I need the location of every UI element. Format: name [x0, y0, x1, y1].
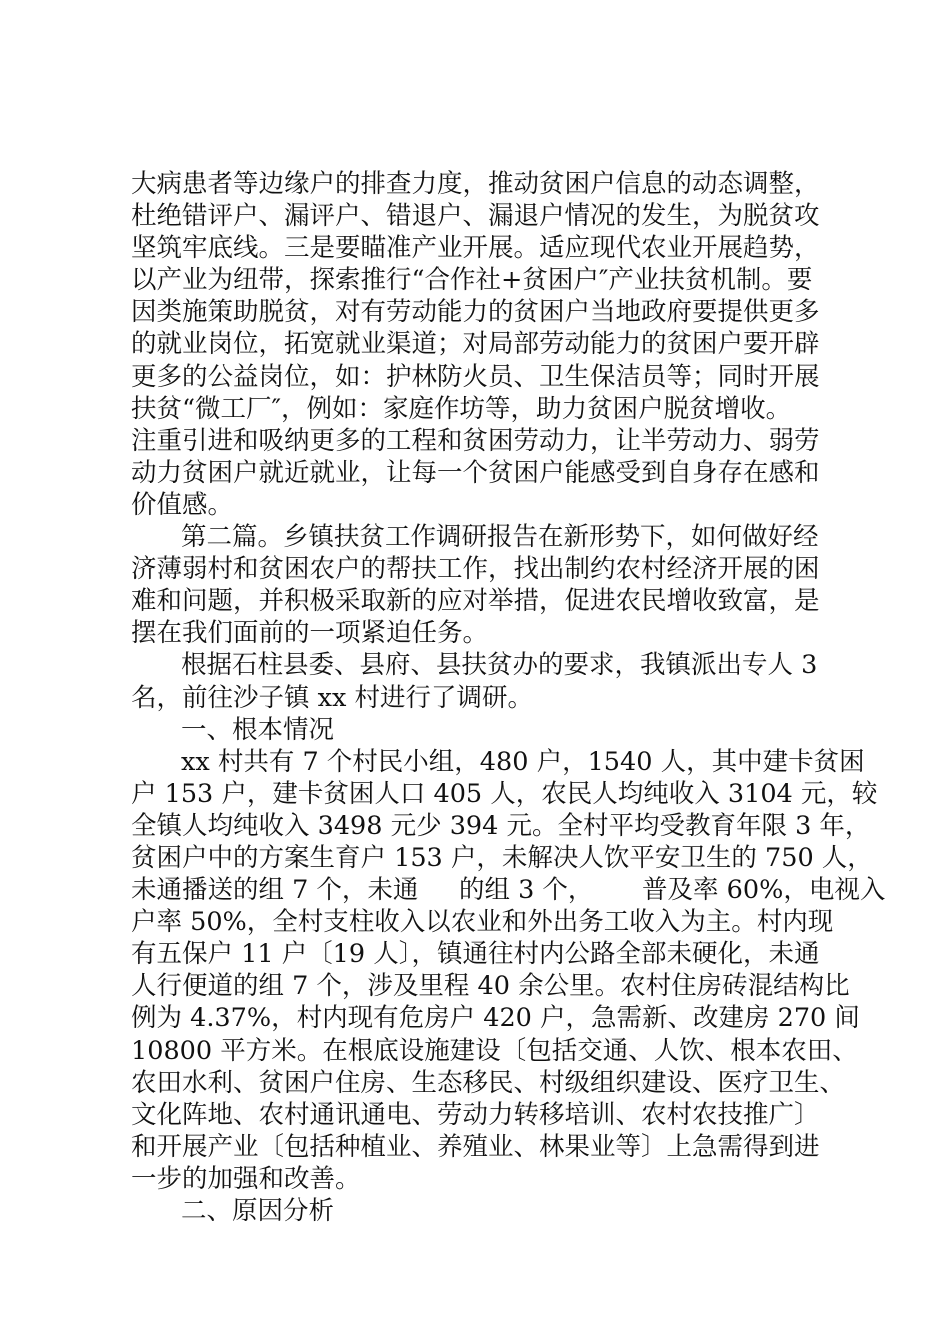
text-line: 扶贫“微工厂″，例如：家庭作坊等，助力贫困户脱贫增收。 — [131, 393, 792, 424]
text-line: 二、原因分析 — [181, 1196, 335, 1226]
text-line: 更多的公益岗位，如：护林防火员、卫生保洁员等；同时开展 — [131, 361, 820, 392]
text-line: 农田水利、贫困户住房、生态移民、村级组织建设、医疗卫生、 — [131, 1067, 846, 1098]
text-line: 一、根本情况 — [181, 714, 335, 745]
text-line: 价值感。 — [131, 489, 234, 520]
text-line: 名，前往沙子镇 xx 村进行了调研。 — [131, 682, 533, 713]
text-line: 的就业岗位，拓宽就业渠道；对局部劳动能力的贫困户要开辟 — [131, 329, 820, 360]
text-line: 因类施策助脱贫，对有劳动能力的贫困户当地政府要提供更多 — [131, 297, 820, 328]
text-line: 有五保户 11 户〔19 人〕，镇通往村内公路全部未硬化，未通 — [131, 939, 820, 970]
text-line: 和开展产业〔包括种植业、养殖业、林果业等〕上急需得到进 — [131, 1131, 820, 1162]
text-line: 以产业为纽带，探索推行“合作社+贫困户″产业扶贫机制。要 — [131, 265, 813, 296]
text-line: 大病患者等边缘户的排查力度，推动贫困户信息的动态调整， — [131, 169, 820, 199]
text-line: 济薄弱村和贫困农户的帮扶工作，找出制约农村经济开展的困 — [131, 554, 820, 585]
text-line: 人行便道的组 7 个，涉及里程 40 余公里。农村住房砖混结构比 — [131, 971, 850, 1002]
text-line: 贫困户中的方案生育户 153 户，未解决人饮平安卫生的 750 人， — [131, 842, 873, 873]
text-line: 动力贫困户就近就业，让每一个贫困户能感受到自身存在感和 — [131, 457, 820, 488]
document-body — [131, 168, 886, 1227]
text-line: xx 村共有 7 个村民小组，480 户，1540 人，其中建卡贫困 — [181, 746, 865, 777]
text-line: 10800 平方米。在根底设施建设〔包括交通、人饮、根本农田、 — [131, 1035, 858, 1066]
text-line: 户率 50%，全村支柱收入以农业和外出务工收入为主。村内现 — [131, 907, 834, 938]
text-line: 一步的加强和改善。 — [131, 1163, 361, 1194]
text-line: 摆在我们面前的一项紧迫任务。 — [131, 618, 489, 649]
text-line: 杜绝错评户、漏评户、错退户、漏退户情况的发生，为脱贫攻 — [131, 201, 820, 232]
text-line: 难和问题，并积极采取新的应对举措，促进农民增收致富，是 — [131, 586, 820, 617]
text-line: 注重引进和吸纳更多的工程和贫困劳动力，让半劳动力、弱劳 — [131, 425, 820, 456]
text-line: 未通播送的组 7 个，未通 的组 3 个， 普及率 60%，电视入 — [131, 875, 886, 906]
text-line: 例为 4.37%，村内现有危房户 420 户，急需新、改建房 270 间 — [131, 1003, 860, 1034]
text-line: 坚筑牢底线。三是要瞄准产业开展。适应现代农业开展趋势， — [131, 233, 820, 264]
text-line: 全镇人均纯收入 3498 元少 394 元。全村平均受教育年限 3 年， — [131, 810, 871, 841]
text-line: 根据石柱县委、县府、县扶贫办的要求，我镇派出专人 3 — [181, 650, 818, 681]
text-line: 文化阵地、农村通讯通电、劳动力转移培训、农村农技推广〕 — [131, 1099, 820, 1130]
text-line: 户 153 户，建卡贫困人口 405 人，农民人均纯收入 3104 元，较 — [131, 778, 878, 809]
text-line: 第二篇。乡镇扶贫工作调研报告在新形势下，如何做好经 — [181, 522, 819, 553]
